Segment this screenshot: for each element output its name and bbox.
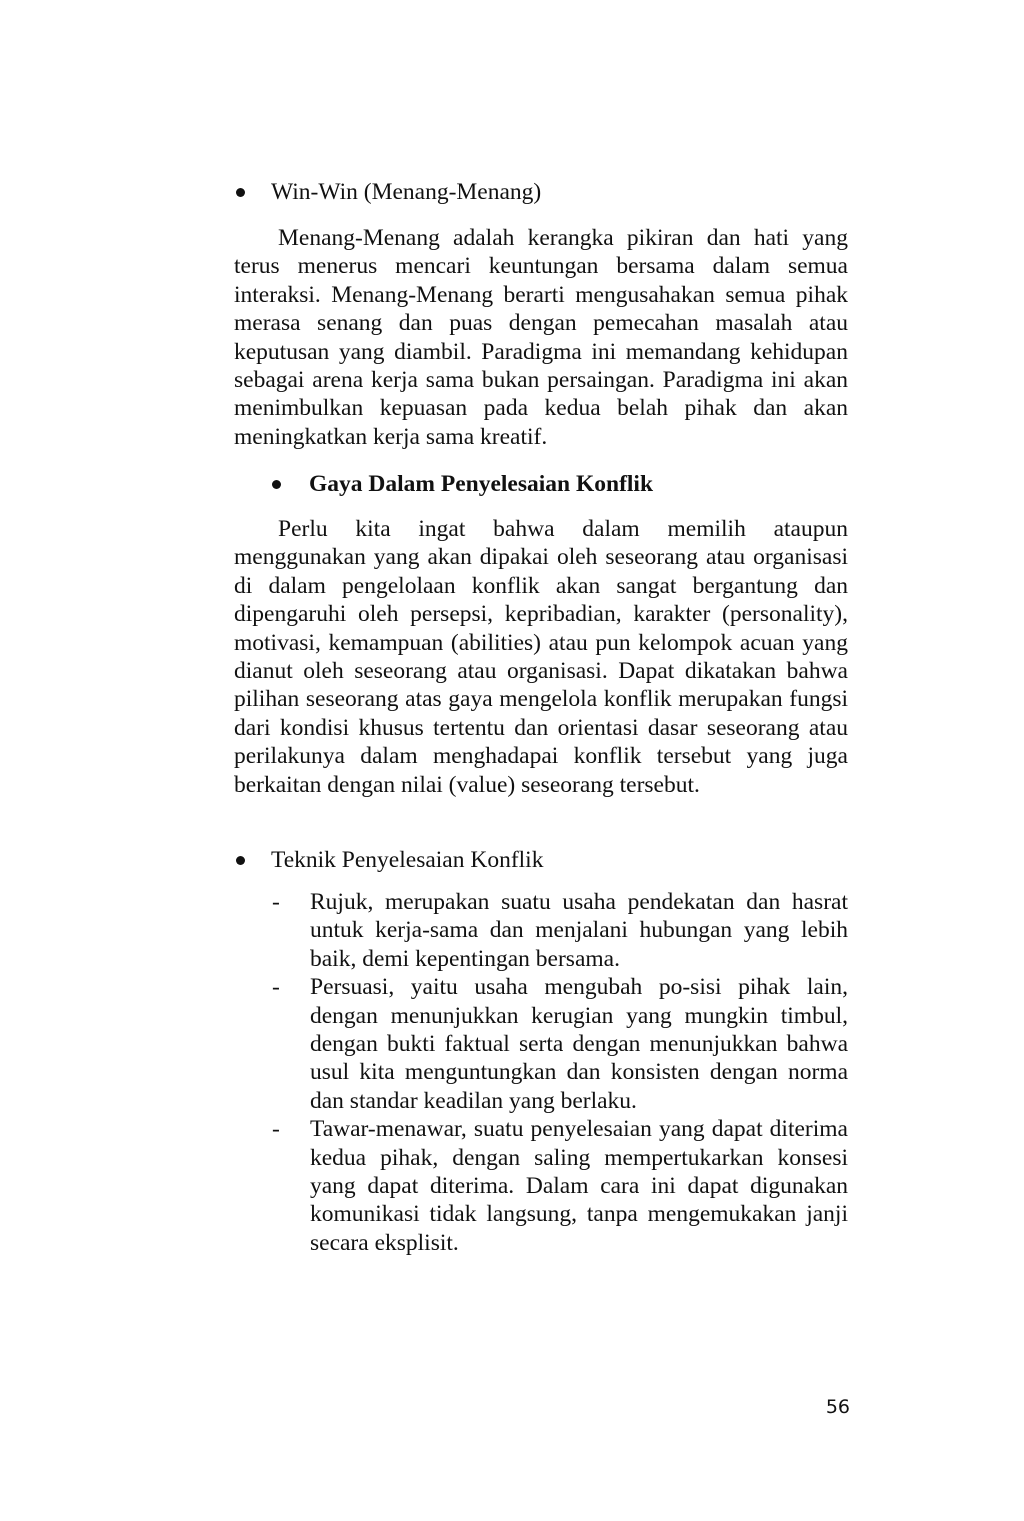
- bullet-teknik: [236, 846, 543, 874]
- list-item-text: Tawar-menawar, suatu penyelesaian yang dapat diterima kedua pihak, dengan saling mempertukarkan konsesi yang dapat diterima. Dalam cara ini dapat digunakan komunikasi tidak langsung, tanpa mengemukakan janji secara eksplisit.: [310, 1116, 848, 1256]
- bullet-dot-icon: [272, 480, 281, 489]
- dash-marker: -: [272, 1116, 280, 1143]
- list-item-text: Rujuk, merupakan suatu usaha pendekatan dan hasrat untuk kerja-sama dan menjalani hubungan yang lebih baik, demi kepentingan bersama.: [310, 889, 848, 972]
- list-item-text: Persuasi, yaitu usaha mengubah po-sisi pihak lain, dengan menunjukkan kerugian yang mungkin timbul, dengan bukti faktual serta dengan menunjukkan bahwa usul kita menguntungkan dan konsisten dengan norma dan standar keadilan yang berlaku.: [310, 974, 848, 1114]
- winwin-heading: Win-Win (Menang-Menang): [271, 179, 542, 205]
- dash-marker: -: [272, 889, 280, 915]
- winwin-paragraph: Menang-Menang adalah kerangka pikiran dan hati yang terus menerus mencari keuntungan bersama dalam semua interaksi. Menang-Menang berarti mengusahakan semua pihak merasa senang dan puas dengan pemecahan masalah atau keputusan yang diambil. Paradigma ini memandang kehidupan sebagai arena kerja sama bukan persaingan. Paradigma ini akan menimbulkan kepuasan pada kedua belah pihak dan akan meningkatkan kerja sama kreatif.: [234, 225, 848, 450]
- bullet-dot-icon: [236, 856, 245, 865]
- gaya-paragraph: Perlu kita ingat bahwa dalam memilih ataupun menggunakan yang akan dipakai oleh seseorang atau organisasi di dalam pengelolaan konflik akan sangat bergantung dan dipengaruhi oleh persepsi, kepribadian, karakter (personality), motivasi, kemampuan (abilities) atau pun kelompok acuan yang dianut oleh seseorang atau organisasi. Dapat dikatakan bahwa pilihan seseorang atas gaya mengelola konflik merupakan fungsi dari kondisi khusus tertentu dan orientasi dasar seseorang atau perilakunya dalam menghadapai konflik tersebut yang juga berkaitan dengan nilai (value) seseorang tersebut.: [234, 516, 848, 798]
- bullet-gaya: [272, 470, 653, 498]
- teknik-heading: Teknik Penyelesaian Konflik: [271, 847, 544, 873]
- page-number: 56: [825, 1396, 850, 1418]
- teknik-list: [270, 888, 848, 1257]
- list-item: [270, 1115, 848, 1257]
- bullet-winwin: [236, 178, 541, 206]
- bullet-dot-icon: [236, 188, 245, 197]
- list-item: [270, 888, 848, 973]
- list-item: [270, 973, 848, 1115]
- gaya-heading: Gaya Dalam Penyelesaian Konflik: [309, 471, 654, 497]
- dash-marker: -: [272, 974, 280, 1001]
